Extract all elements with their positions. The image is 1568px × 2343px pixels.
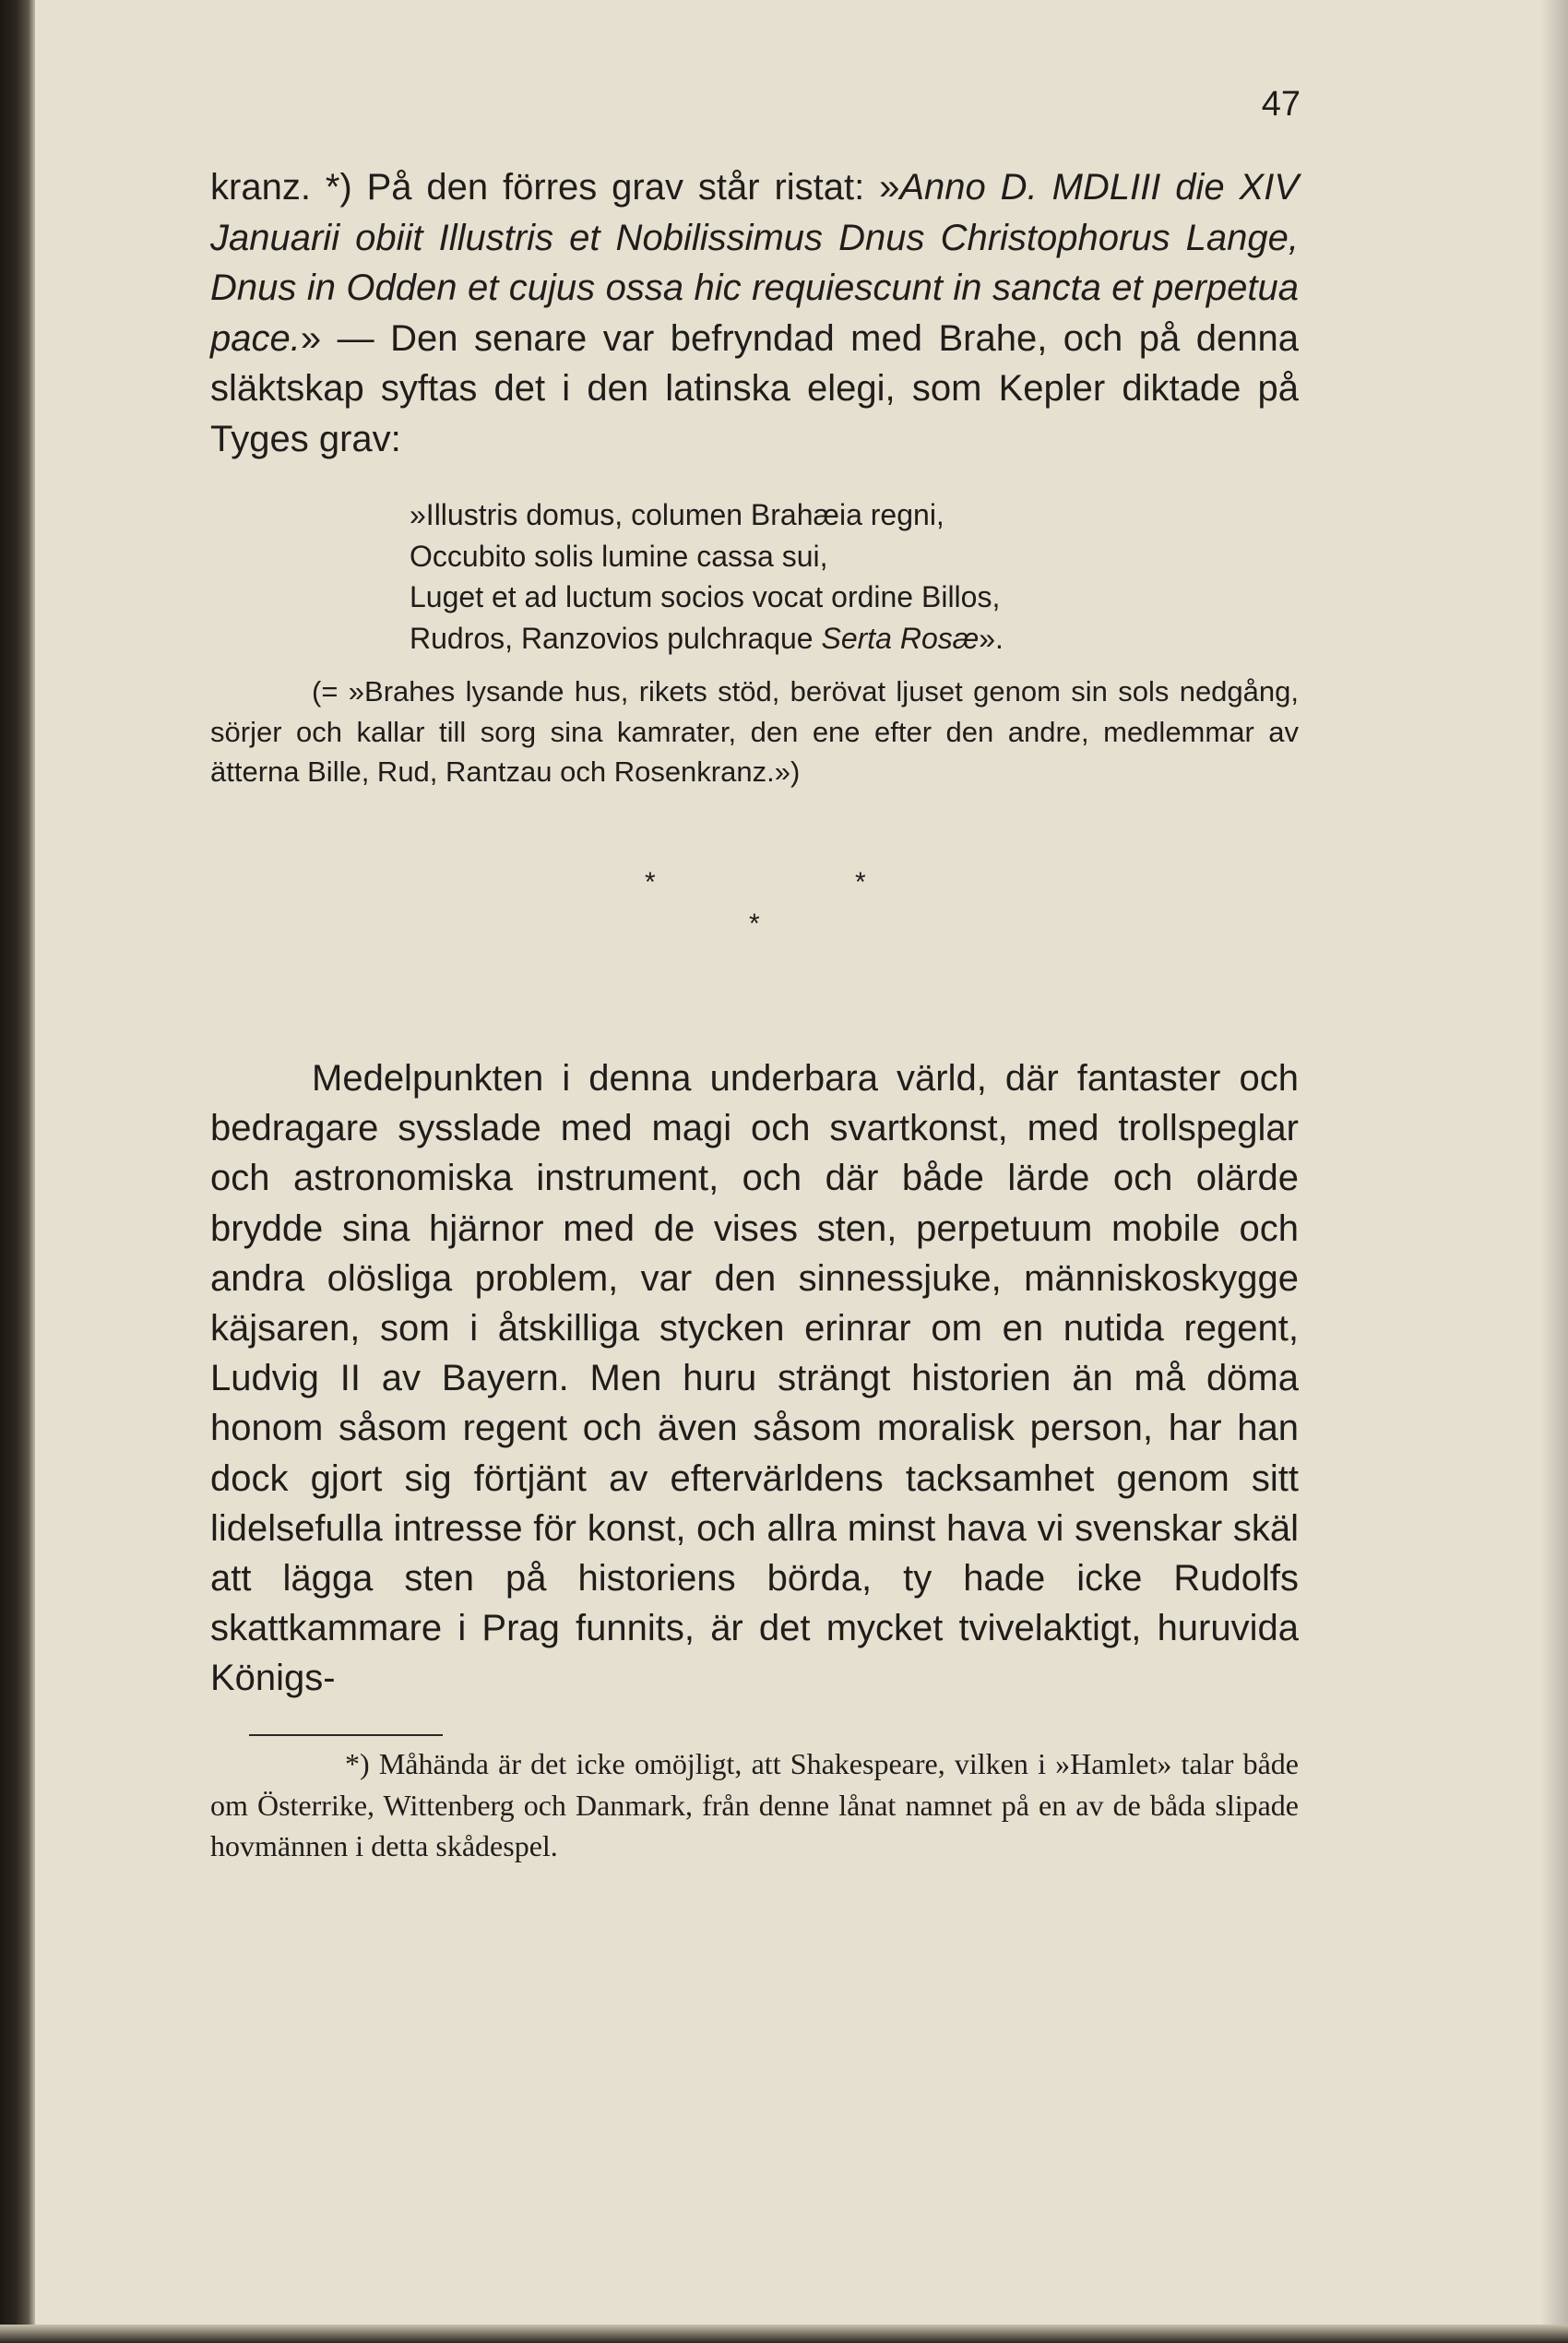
verse-line-4-end: ». [979,621,1004,655]
verse-line: Luget et ad luctum socios vocat ordine Billos, [410,580,1001,613]
verse-italic-serta-rosae: Serta Rosæ [821,621,980,655]
page-edge-shadow [1540,0,1568,2343]
intro-paragraph [210,162,1299,464]
section-separator [0,867,1568,941]
footnote-divider [249,1734,443,1736]
intro-text-end: » — Den senare var befryndad med Brahe, och på denna släktskap syftas det i den latinska elegi, som Kepler diktade på Tyges grav: [210,317,1299,459]
book-spine-shadow [0,0,35,2343]
separator-asterisk: * [749,909,760,939]
verse-line: Occubito solis lumine cassa sui, [410,539,828,573]
main-paragraph: Medelpunkten i denna underbara värld, där fantaster och bedragare sysslade med magi och svartkonst, med trollspeglar och astronomiska instrument, och där både lärde och olärde brydde sina hjärnor med de vises sten, perpetuum mobile och andra olösliga problem, var den sinnessjuke, människoskygge käjsaren, som i åtskilliga stycken erinrar om en nutida regent, Ludvig II av Bayern. Men huru strängt historien än må döma honom såsom regent och även såsom moralisk person, har han dock gjort sig förtjänt av eftervärldens tacksamhet genom sitt lidelsefulla intresse för konst, och allra minst hava vi svenskar skäl att lägga sten på historiens börda, ty hade icke Rudolfs skattkammare i Prag funnits, är det mycket tvivelaktigt, huruvida Königs- [210,1058,1299,1699]
separator-asterisk: * [645,867,656,898]
page-bottom-edge [0,2325,1568,2343]
verse-line-4-start: Rudros, Ranzovios pulchraque [410,621,822,655]
verse-line [410,618,1240,660]
verse-translation: (= »Brahes lysande hus, rikets stöd, berövat ljuset genom sin sols nedgång, sörjer och kallar till sorg sina kamrater, den ene efter den andre, medlemmar av ätterna Bille, Rud, Rantzau och Rosenkranz.») [210,675,1299,788]
verse-line: »Illustris domus, columen Brahæia regni, [410,498,944,531]
latin-epitaph: Anno D. MDLIII die XIV Januarii obiit Illustris et Nobilissimus Dnus Christophorus Lange, Dnus in Odden et cujus ossa hic requiescunt in sancta et perpetua pace. [210,167,1299,359]
footnote: *) Måhända är det icke omöjligt, att Shakespeare, vilken i »Hamlet» talar både om Österrike, Wittenberg och Danmark, från denne lånat namnet på en av de båda slipade hovmännen i detta skådespel. [210,1747,1299,1862]
page-number: 47 [1261,85,1301,124]
separator-asterisk: * [855,867,866,898]
intro-text-start: kranz. *) På den förres grav står ristat: » [210,167,900,208]
latin-verse [410,494,1240,659]
